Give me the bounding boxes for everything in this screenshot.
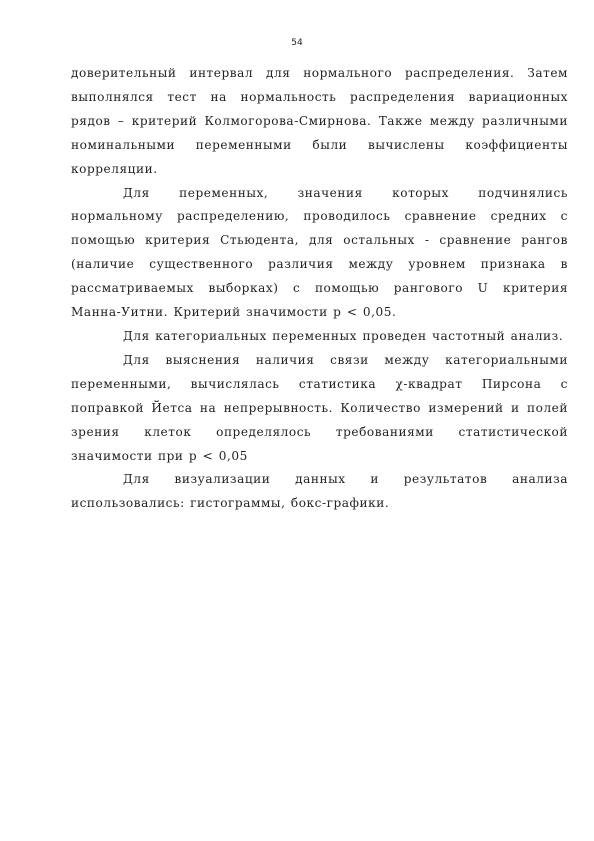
paragraph-chi-square: Для выяснения наличия связи между категориальными переменными, вычислялась статистика χ-квадрат Пирсона с поправкой Йетса на непрерывность. Количество измерений и полей зрения клеток определялось требованиями статистической значимости при р < 0,05: [71, 352, 568, 463]
page-number: 54: [291, 38, 303, 48]
paragraph-visualization: Для визуализации данных и результатов анализа использовались: гистограммы, бокс-графики.: [71, 472, 568, 511]
paragraph-frequency-analysis: Для категориальных переменных проведен частотный анализ.: [123, 328, 564, 343]
paragraph-comparison-methods: Для переменных, значения которых подчинялись нормальному распределению, проводилось сравнение средних с помощью критерия Стьюдента, для остальных - сравнение рангов (наличие существенного различия между уровнем признака в рассматриваемых выборках) с помощью рангового U критерия Манна-Уитни. Критерий значимости р < 0,05.: [71, 185, 568, 320]
body-text: [71, 62, 568, 516]
paragraph-continuation: доверительный интервал для нормального распределения. Затем выполнялся тест на нормальность распределения вариационных рядов – критерий Колмогорова-Смирнова. Также между различными номинальными переменными были вычислены коэффициенты корреляции.: [71, 66, 568, 176]
